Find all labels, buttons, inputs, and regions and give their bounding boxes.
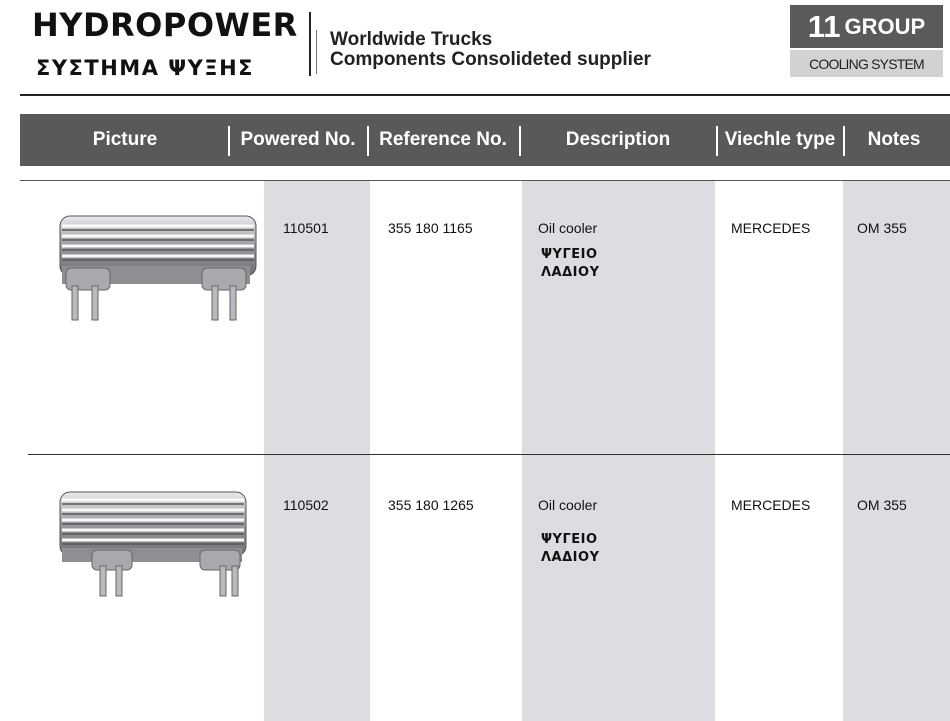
column-header-reference-no: Reference No. (379, 129, 507, 150)
cell-vehicle-type: MERCEDES (731, 220, 811, 236)
cell-description-greek-2: ΛΑΔΙΟΥ (541, 265, 600, 280)
cell-reference-no: 355 180 1265 (388, 497, 474, 513)
brand-subtitle-greek: ΣΥΣΤΗΜΑ ΨΥΞΗΣ (36, 56, 254, 80)
cell-powered-no: 110501 (283, 220, 329, 236)
column-header-description: Description (565, 129, 671, 150)
oil-cooler-photo-icon (52, 210, 260, 326)
cell-description-greek-2: ΛΑΔΙΟΥ (541, 550, 600, 565)
column-header-picture: Picture (92, 129, 158, 150)
cell-description-greek-1: ΨΥΓΕΙΟ (541, 532, 598, 547)
group-badge (790, 5, 943, 48)
tagline-line-2: Components Consolideted supplier (330, 49, 651, 70)
oil-cooler-photo-icon (52, 488, 260, 604)
column-header-vehicle-type: Viechle type (724, 129, 836, 150)
cell-description: Oil cooler (538, 497, 598, 513)
cell-notes: OM 355 (857, 497, 907, 513)
header-divider-thin (316, 30, 317, 74)
cell-notes: OM 355 (857, 220, 907, 236)
column-shade-powered (264, 180, 370, 721)
row-divider (28, 454, 950, 455)
column-shade-notes (843, 180, 950, 721)
column-header-notes: Notes (867, 129, 921, 150)
cell-description-greek-1: ΨΥΓΕΙΟ (541, 247, 598, 262)
cell-vehicle-type: MERCEDES (731, 497, 811, 513)
group-number: 11 (807, 8, 841, 44)
table-header-rule (20, 180, 950, 181)
header-divider (309, 12, 311, 76)
column-header-powered-no: Powered No. (240, 129, 356, 150)
group-name: COOLING SYSTEM (790, 50, 943, 77)
cell-reference-no: 355 180 1165 (388, 220, 473, 236)
brand-title: HYDROPOWER (32, 6, 298, 44)
cell-powered-no: 110502 (283, 497, 329, 513)
tagline-line-1: Worldwide Trucks (330, 29, 493, 50)
table-header (20, 114, 950, 166)
group-word: GROUP (844, 13, 926, 39)
cell-description: Oil cooler (538, 220, 598, 236)
header-rule (20, 94, 950, 96)
